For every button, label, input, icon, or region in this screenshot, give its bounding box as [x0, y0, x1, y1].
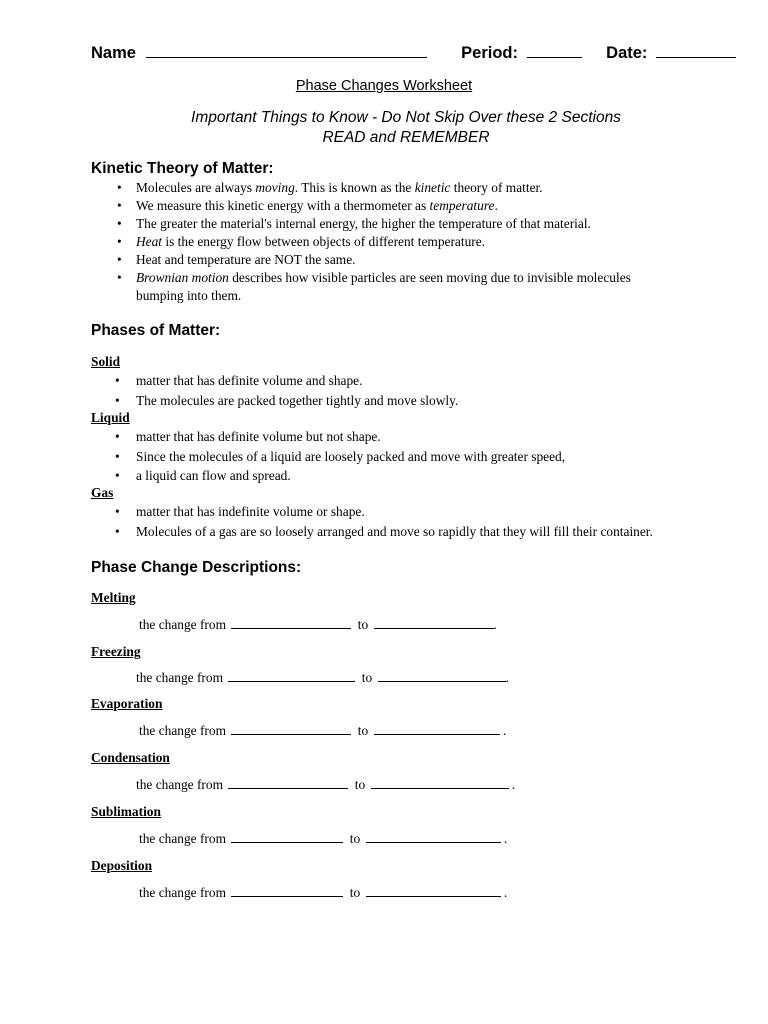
list-item: • matter that has definite volume but not shape.	[136, 429, 381, 445]
list-item: • matter that has indefinite volume or shape.	[136, 504, 365, 520]
to-blank[interactable]	[366, 885, 501, 897]
name-blank[interactable]	[146, 46, 427, 58]
evaporation-label: Evaporation	[91, 696, 163, 711]
phases-heading: Phases of Matter:	[91, 322, 221, 339]
evaporation-line: the change from to .	[139, 723, 507, 738]
kinetic-list	[136, 179, 631, 305]
subtitle-line-1: Important Things to Know - Do Not Skip Over these 2 Sections	[191, 109, 621, 126]
period-label: Period:	[461, 44, 518, 62]
list-item: • The greater the material's internal energy, the higher the temperature of that material.	[136, 215, 631, 233]
name-label: Name	[91, 44, 136, 62]
subtitle-line-2: READ and REMEMBER	[322, 129, 490, 146]
date-blank[interactable]	[656, 46, 736, 58]
gas-label: Gas	[91, 485, 114, 500]
to-blank[interactable]	[374, 723, 500, 735]
from-blank[interactable]	[231, 617, 351, 629]
list-item: • Since the molecules of a liquid are loosely packed and move with greater speed,	[136, 449, 565, 465]
from-blank[interactable]	[228, 670, 355, 682]
melting-line: the change from to .	[139, 617, 497, 632]
kinetic-heading: Kinetic Theory of Matter:	[91, 160, 274, 177]
header-row	[91, 44, 736, 63]
condensation-label: Condensation	[91, 750, 170, 765]
page-title: Phase Changes Worksheet	[295, 78, 473, 94]
condensation-line: the change from to .	[136, 777, 516, 792]
from-blank[interactable]	[228, 777, 348, 789]
list-item: • Molecules are always moving. This is known as the kinetic theory of matter.	[136, 179, 631, 197]
to-blank[interactable]	[374, 617, 494, 629]
list-item: • Heat is the energy flow between objects of different temperature.	[136, 233, 631, 251]
list-item: • The molecules are packed together tightly and move slowly.	[136, 393, 458, 409]
list-item: • Brownian motion describes how visible particles are seen moving due to invisible molecules bumping into them.	[136, 269, 631, 305]
list-item: • Molecules of a gas are so loosely arranged and move so rapidly that they will fill their container.	[136, 524, 653, 540]
sublimation-label: Sublimation	[91, 804, 161, 819]
freezing-label: Freezing	[91, 644, 141, 659]
liquid-label: Liquid	[91, 410, 130, 425]
period-blank[interactable]	[527, 46, 582, 58]
freezing-line: the change from to .	[136, 670, 509, 685]
to-blank[interactable]	[371, 777, 509, 789]
deposition-line: the change from to .	[139, 885, 508, 900]
list-item: • a liquid can flow and spread.	[136, 468, 291, 484]
deposition-label: Deposition	[91, 858, 153, 873]
sublimation-line: the change from to .	[139, 831, 508, 846]
descriptions-heading: Phase Change Descriptions:	[91, 559, 302, 576]
to-blank[interactable]	[378, 670, 506, 682]
list-item: • Heat and temperature are NOT the same.	[136, 251, 631, 269]
date-label: Date:	[606, 44, 648, 62]
from-blank[interactable]	[231, 723, 351, 735]
list-item: • matter that has definite volume and shape.	[136, 373, 362, 389]
from-blank[interactable]	[231, 885, 343, 897]
to-blank[interactable]	[366, 831, 501, 843]
from-blank[interactable]	[231, 831, 343, 843]
solid-label: Solid	[91, 354, 121, 369]
melting-label: Melting	[91, 590, 136, 605]
list-item: • We measure this kinetic energy with a thermometer as temperature.	[136, 197, 631, 215]
